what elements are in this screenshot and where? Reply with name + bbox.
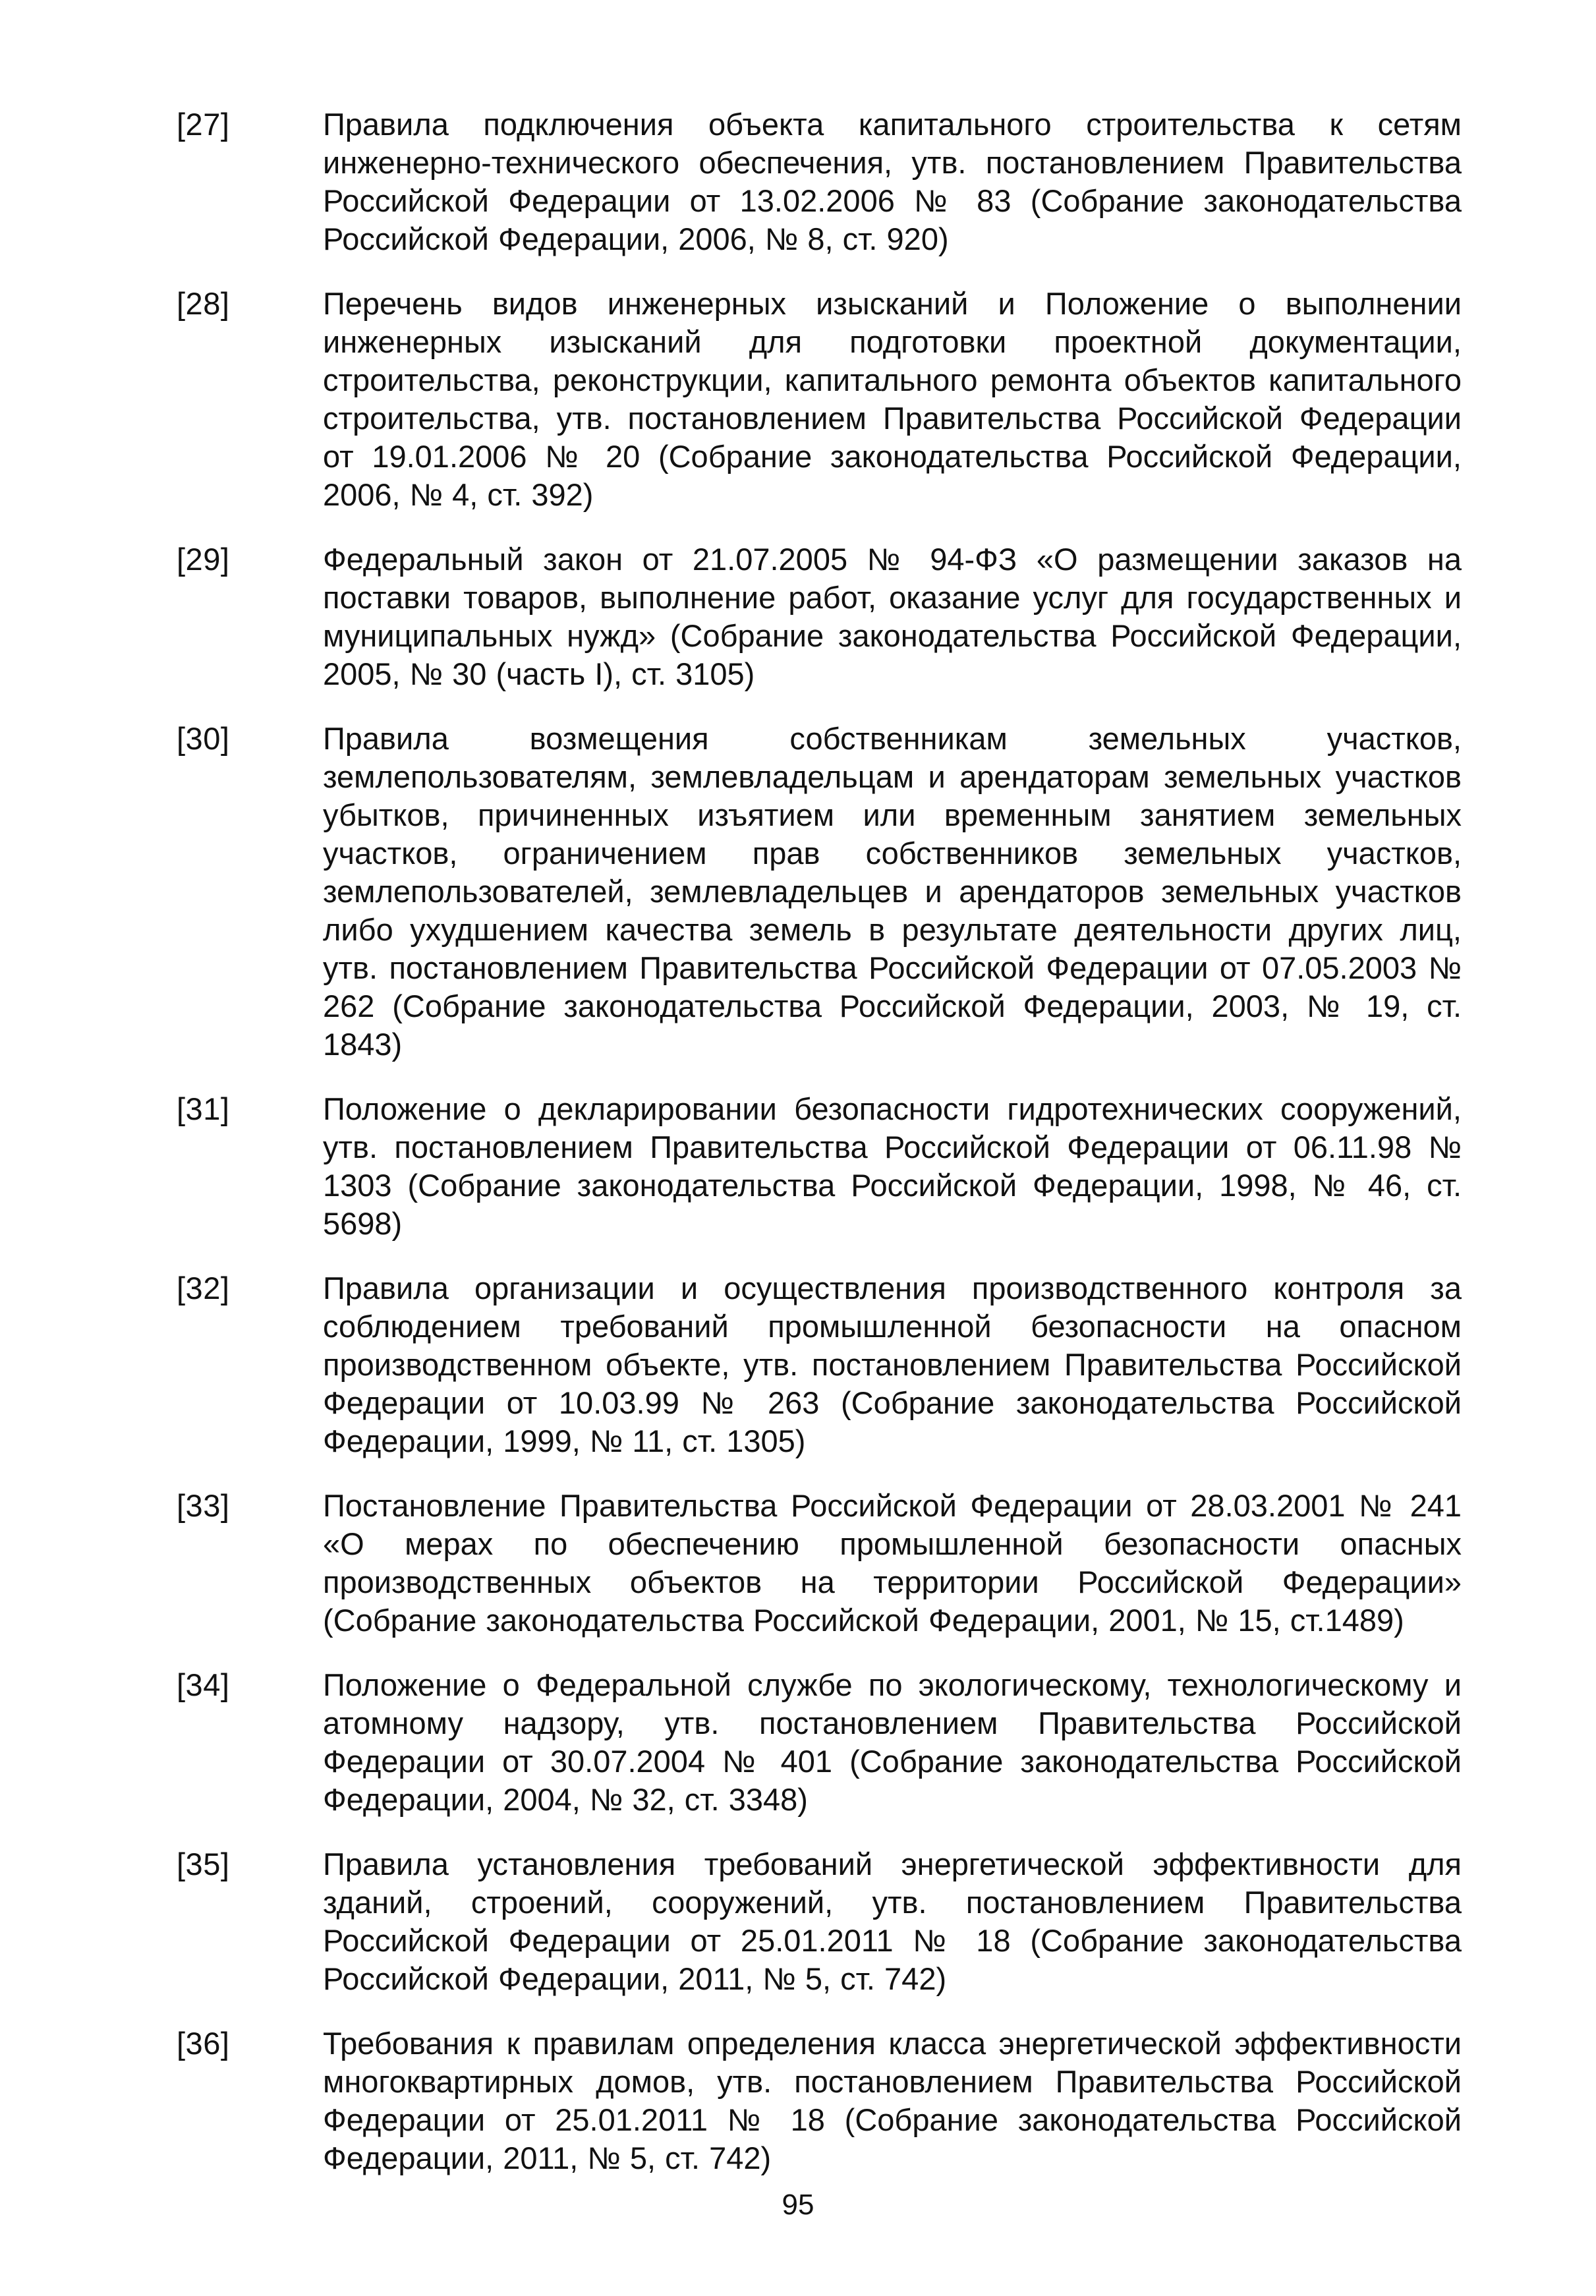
reference-number: [28] [177,286,230,321]
reference-number: [36] [177,2026,230,2061]
reference-text: Правила установления требований энергетической эффективности для зданий, строений, сооружений, утв. постановлением Правительства Российской Федерации от 25.01.2011 № 18 (Собрание законодательства Российской Федерации, 2011, № 5, ст. 742) [323,1847,1462,1996]
reference-text: Правила организации и осуществления производственного контроля за соблюдением требований промышленной безопасности на опасном производственном объекте, утв. постановлением Правительства Российской Федерации от 10.03.99 № 263 (Собрание законодательства Российской Федерации, 1999, № 11, ст. 1305) [323,1271,1462,1458]
reference-text: Правила подключения объекта капитального строительства к сетям инженерно-технического обеспечения, утв. постановлением Правительства Российской Федерации от 13.02.2006 № 83 (Собрание законодательства Российской Федерации, 2006, № 8, ст. 920) [323,107,1462,256]
reference-item [177,1845,1462,1998]
reference-text: Постановление Правительства Российской Федерации от 28.03.2001 № 241 «О мерах по обеспечению промышленной безопасности опасных производственных объектов на территории Российской Федерации» (Собрание законодательства Российской Федерации, 2001, № 15, ст.1489) [323,1488,1462,1638]
reference-text: Перечень видов инженерных изысканий и Положение о выполнении инженерных изысканий для подготовки проектной документации, строительства, реконструкции, капитального ремонта объектов капитального строительства, утв. постановлением Правительства Российской Федерации от 19.01.2006 № 20 (Собрание законодательства Российской Федерации, 2006, № 4, ст. 392) [323,286,1462,512]
reference-number: [27] [177,107,230,142]
reference-item [177,720,1462,1064]
reference-item [177,105,1462,258]
page-number: 95 [782,2189,814,2221]
reference-text: Требования к правилам определения класса энергетической эффективности многоквартирных домов, утв. постановлением Правительства Российской Федерации от 25.01.2011 № 18 (Собрание законодательства Российской Федерации, 2011, № 5, ст. 742) [323,2026,1462,2175]
reference-number: [30] [177,721,230,756]
reference-text: Федеральный закон от 21.07.2005 № 94-ФЗ «О размещении заказов на поставки товаров, выполнение работ, оказание услуг для государственных и муниципальных нужд» (Собрание законодательства Российской Федерации, 2005, № 30 (часть I), ст. 3105) [323,542,1462,691]
reference-list [177,105,1462,2204]
reference-number: [32] [177,1271,230,1306]
reference-item [177,1487,1462,1640]
reference-item [177,285,1462,514]
reference-item [177,1269,1462,1460]
reference-text: Правила возмещения собственникам земельных участков, землепользователям, землевладельцам и арендаторам земельных участков убытков, причиненных изъятием или временным занятием земельных участков, ограничением прав собственников земельных участков, землепользователей, землевладельцев и арендаторов земельных участков либо ухудшением качества земель в результате деятельности других лиц, утв. постановлением Правительства Российской Федерации от 07.05.2003 № 262 (Собрание законодательства Российской Федерации, 2003, № 19, ст. 1843) [323,721,1462,1062]
reference-item [177,1090,1462,1243]
reference-number: [33] [177,1488,230,1523]
reference-number: [31] [177,1091,230,1126]
reference-text: Положение о Федеральной службе по экологическому, технологическому и атомному надзору, утв. постановлением Правительства Российской Федерации от 30.07.2004 № 401 (Собрание законодательства Российской Федерации, 2004, № 32, ст. 3348) [323,1667,1462,1817]
reference-number: [29] [177,542,230,577]
reference-item [177,2024,1462,2177]
reference-item [177,1666,1462,1819]
reference-number: [35] [177,1847,230,1881]
reference-item [177,540,1462,693]
reference-text: Положение о декларировании безопасности гидротехнических сооружений, утв. постановлением Правительства Российской Федерации от 06.11.98 № 1303 (Собрание законодательства Российской Федерации, 1998, № 46, ст. 5698) [323,1091,1462,1241]
reference-number: [34] [177,1667,230,1702]
